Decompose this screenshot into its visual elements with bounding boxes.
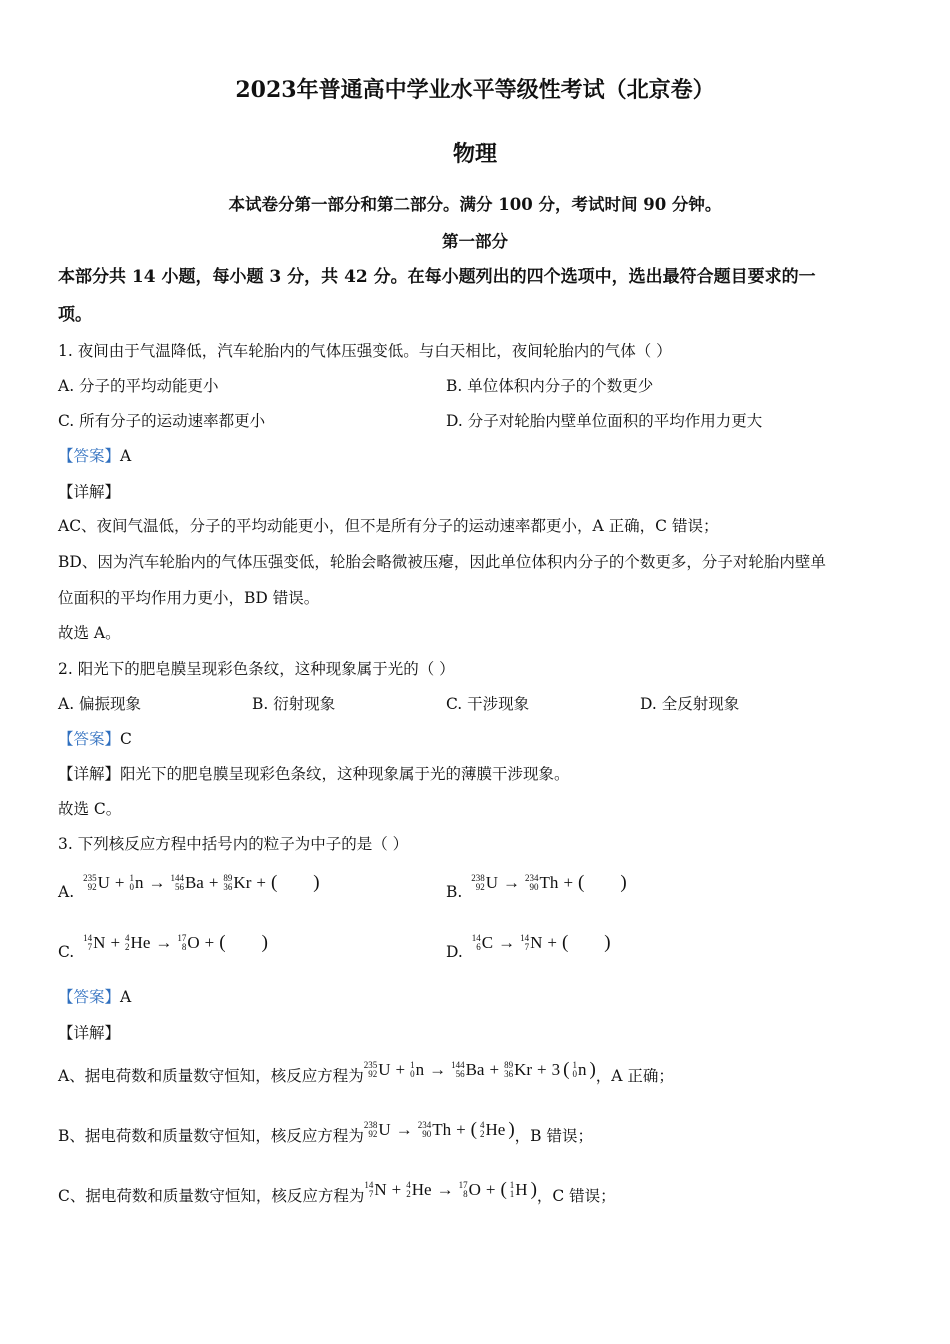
- nuclide: [459, 1180, 481, 1200]
- q3-detail-a: A、据电荷数和质量数守恒知，核反应方程为 235 92 U + 1 0 n → 144 56 Ba + 89 36 Kr + 3 ( 1 0 n ) ，A 正确；: [58, 1059, 674, 1085]
- element-symbol: He: [411, 1180, 432, 1199]
- q1-option-b: B. 单位体积内分子的个数更少: [446, 377, 654, 395]
- operator: +: [489, 1060, 500, 1079]
- answer-value: C: [120, 730, 132, 748]
- parenthesis: ): [620, 872, 627, 893]
- parenthesis: (: [470, 1119, 477, 1140]
- answer-tag: 【答案】: [58, 988, 121, 1006]
- nuclide: [364, 1120, 391, 1140]
- q1-detail-tag: 【详解】: [58, 483, 121, 501]
- element-symbol: U: [485, 873, 499, 892]
- element-symbol: U: [97, 873, 110, 892]
- option-letter: D.: [446, 943, 463, 961]
- q2-stem: 2. 阳光下的肥皂膜呈现彩色条纹，这种现象属于光的（ ）: [58, 660, 455, 678]
- element-symbol: U: [378, 1060, 391, 1079]
- reaction-c: [83, 933, 268, 953]
- arrow-icon: →: [148, 873, 166, 892]
- element-symbol: Th: [539, 873, 559, 892]
- element-symbol: Ba: [184, 873, 204, 892]
- isotope-numbers: 1 0: [129, 873, 134, 892]
- arrow-icon: →: [155, 933, 173, 952]
- q3-answer: [58, 987, 131, 1007]
- nuclide: [364, 1060, 391, 1080]
- arrow-icon: →: [498, 933, 516, 952]
- nuclide-neutron: [129, 873, 143, 893]
- operator: +: [395, 1060, 406, 1079]
- q1-stem: 1. 夜间由于气温降低，汽车轮胎内的气体压强变低。与白天相比，夜间轮胎内的气体（ ）: [58, 342, 672, 360]
- operator: +: [537, 1060, 547, 1079]
- parenthesis: ): [261, 932, 268, 953]
- isotope-numbers: 238 92: [471, 873, 485, 892]
- q1-answer: [58, 446, 131, 466]
- option-letter: B.: [446, 883, 463, 901]
- exam-info: 本试卷分第一部分和第二部分。满分 100 分，考试时间 90 分钟。: [228, 195, 722, 214]
- operator: +: [485, 1180, 496, 1199]
- nuclide-o17: [177, 933, 199, 953]
- detail-tag: 【详解】: [58, 765, 121, 783]
- operator: +: [256, 873, 266, 892]
- q3-option-b: [446, 866, 627, 901]
- reaction-detail-a: 235 92 U + 1 0 n → 144 56 Ba + 89 36 Kr + 3 ( 1 0 n ): [363, 1059, 596, 1080]
- isotope-numbers: 4 2: [406, 1180, 411, 1199]
- answer-tag: 【答案】: [58, 447, 121, 465]
- reaction-d: [472, 933, 611, 953]
- isotope-numbers: 14 6: [471, 933, 481, 952]
- element-symbol: n: [577, 1060, 587, 1079]
- nuclide-n14: [83, 933, 105, 953]
- isotope-numbers: 235 92: [83, 873, 97, 892]
- element-symbol: N: [93, 933, 106, 952]
- detail-text: 阳光下的肥皂膜呈现彩色条纹，这种现象属于光的薄膜干涉现象。: [120, 765, 570, 783]
- isotope-numbers: 14 7: [83, 933, 93, 952]
- isotope-numbers: 14 7: [364, 1180, 374, 1199]
- reaction-a: [83, 873, 320, 893]
- element-symbol: N: [530, 933, 543, 952]
- operator: +: [110, 933, 121, 952]
- element-symbol: O: [468, 1180, 481, 1199]
- nuclide: [504, 1060, 532, 1080]
- q3-detail-c: C、据电荷数和质量数守恒知，核反应方程为 14 7 N + 4 2 He → 17 8 O + ( 1 1 H ) ，C 错误；: [58, 1179, 616, 1205]
- nuclide-u235: [83, 873, 110, 893]
- answer-value: A: [120, 988, 132, 1006]
- element-symbol: Th: [432, 1120, 452, 1139]
- isotope-numbers: 234 90: [525, 873, 539, 892]
- isotope-numbers: 17 8: [177, 933, 187, 952]
- subject-title: 物理: [452, 141, 497, 167]
- isotope-numbers: 234 90: [417, 1120, 432, 1139]
- option-letter: C.: [58, 943, 75, 961]
- nuclide: [418, 1120, 451, 1140]
- q2-option-c: C. 干涉现象: [446, 695, 530, 713]
- operator: +: [208, 873, 219, 892]
- parenthesis: (: [563, 1059, 570, 1080]
- q3-stem: 3. 下列核反应方程中括号内的粒子为中子的是（ ）: [58, 835, 409, 853]
- section-intro-line-1: 本部分共 14 小题，每小题 3 分，共 42 分。在每小题列出的四个选项中，选出最符合题目要求的一: [58, 267, 816, 287]
- nuclide: [480, 1120, 505, 1140]
- q1-option-a: A. 分子的平均动能更小: [58, 377, 219, 395]
- operator: +: [204, 933, 215, 952]
- nuclide: [364, 1180, 386, 1200]
- isotope-numbers: 89 36: [504, 1060, 514, 1079]
- nuclide-c14: [472, 933, 493, 953]
- isotope-numbers: 4 2: [125, 933, 130, 952]
- isotope-numbers: 1 0: [410, 1060, 415, 1079]
- parenthesis: (: [270, 872, 278, 893]
- q1-conclusion: 故选 A。: [58, 624, 121, 642]
- element-symbol: N: [374, 1180, 387, 1199]
- parenthesis: (: [219, 932, 226, 953]
- nuclide-u238: [471, 873, 498, 893]
- nuclide-th234: [525, 873, 558, 893]
- q3-detail-b: B、据电荷数和质量数守恒知，核反应方程为 238 92 U → 234 90 Th + ( 4 2 He ) ，B 错误；: [58, 1119, 593, 1145]
- q3-option-d: [446, 926, 611, 961]
- element-symbol: n: [134, 873, 144, 892]
- q1-detail-line-2: BD、因为汽车轮胎内的气体压强变低，轮胎会略微被压瘪，因此单位体积内分子的个数更多，分子对轮胎内壁单: [58, 553, 826, 571]
- arrow-icon: →: [436, 1180, 454, 1199]
- element-symbol: Ba: [465, 1060, 485, 1079]
- arrow-icon: →: [503, 873, 521, 892]
- q2-option-b: B. 衍射现象: [252, 695, 336, 713]
- nuclide: [572, 1060, 586, 1080]
- q2-detail: [58, 764, 570, 784]
- parenthesis: (: [561, 932, 569, 953]
- nuclide: [451, 1060, 484, 1080]
- answer-value: A: [120, 447, 132, 465]
- element-symbol: He: [130, 933, 151, 952]
- operator: +: [456, 1120, 466, 1139]
- parenthesis: (: [578, 872, 585, 893]
- q2-conclusion: 故选 C。: [58, 800, 122, 818]
- element-symbol: He: [485, 1120, 506, 1139]
- element-symbol: H: [515, 1180, 528, 1199]
- part-heading: 第一部分: [442, 232, 508, 251]
- isotope-numbers: 89 36: [223, 873, 233, 892]
- isotope-numbers: 14 7: [520, 933, 530, 952]
- isotope-numbers: 235 92: [363, 1060, 378, 1079]
- element-symbol: C: [481, 933, 494, 952]
- reaction-detail-c: [364, 1180, 537, 1200]
- parenthesis: ): [589, 1059, 596, 1080]
- operator: +: [114, 873, 125, 892]
- nuclide-kr89: [223, 873, 251, 893]
- nuclide: [406, 1180, 431, 1200]
- element-symbol: O: [187, 933, 200, 952]
- element-symbol: U: [378, 1120, 391, 1139]
- isotope-numbers: 1 0: [572, 1060, 577, 1079]
- nuclide-ba144: [170, 873, 203, 893]
- isotope-numbers: 238 92: [363, 1120, 378, 1139]
- arrow-icon: →: [429, 1060, 447, 1079]
- operator: +: [547, 933, 557, 952]
- q1-option-d: D. 分子对轮胎内壁单位面积的平均作用力更大: [446, 412, 763, 430]
- q3-option-c: [58, 926, 268, 961]
- q2-answer: [58, 729, 132, 749]
- q1-detail-line-3: 位面积的平均作用力更小，BD 错误。: [58, 589, 320, 607]
- reaction-detail-b: [364, 1120, 515, 1140]
- isotope-numbers: 144 56: [451, 1060, 465, 1079]
- q3-detail-tag: 【详解】: [58, 1024, 121, 1042]
- parenthesis: ): [508, 1119, 515, 1140]
- element-symbol: Kr: [233, 873, 252, 892]
- arrow-icon: →: [395, 1120, 413, 1139]
- reaction-b: [471, 873, 626, 893]
- parenthesis: (: [500, 1179, 507, 1200]
- element-symbol: n: [415, 1060, 425, 1079]
- option-letter: A.: [58, 883, 75, 901]
- isotope-numbers: 1 1: [509, 1180, 515, 1199]
- isotope-numbers: 17 8: [458, 1180, 468, 1199]
- isotope-numbers: 4 2: [480, 1120, 485, 1139]
- nuclide: [510, 1180, 528, 1200]
- nuclide-n14: [520, 933, 542, 953]
- element-symbol: Kr: [514, 1060, 533, 1079]
- q1-detail-line-1: AC、夜间气温低，分子的平均动能更小，但不是所有分子的运动速率都更小，A 正确，C 错误；: [58, 517, 719, 535]
- answer-tag: 【答案】: [58, 730, 121, 748]
- nuclide-he4: [125, 933, 150, 953]
- q1-option-c: C. 所有分子的运动速率都更小: [58, 412, 266, 430]
- parenthesis: ): [604, 932, 611, 953]
- q2-option-d: D. 全反射现象: [640, 695, 740, 713]
- operator: +: [563, 873, 574, 892]
- q2-option-a: A. 偏振现象: [58, 695, 142, 713]
- exam-title: 2023年普通高中学业水平等级性考试（北京卷）: [235, 77, 715, 103]
- isotope-numbers: 144 56: [170, 873, 184, 892]
- operator: +: [391, 1180, 402, 1199]
- nuclide: [410, 1060, 424, 1080]
- parenthesis: ): [530, 1179, 537, 1200]
- section-intro-line-2: 项。: [58, 305, 92, 325]
- parenthesis: ): [313, 872, 320, 893]
- q3-option-a: [58, 866, 320, 901]
